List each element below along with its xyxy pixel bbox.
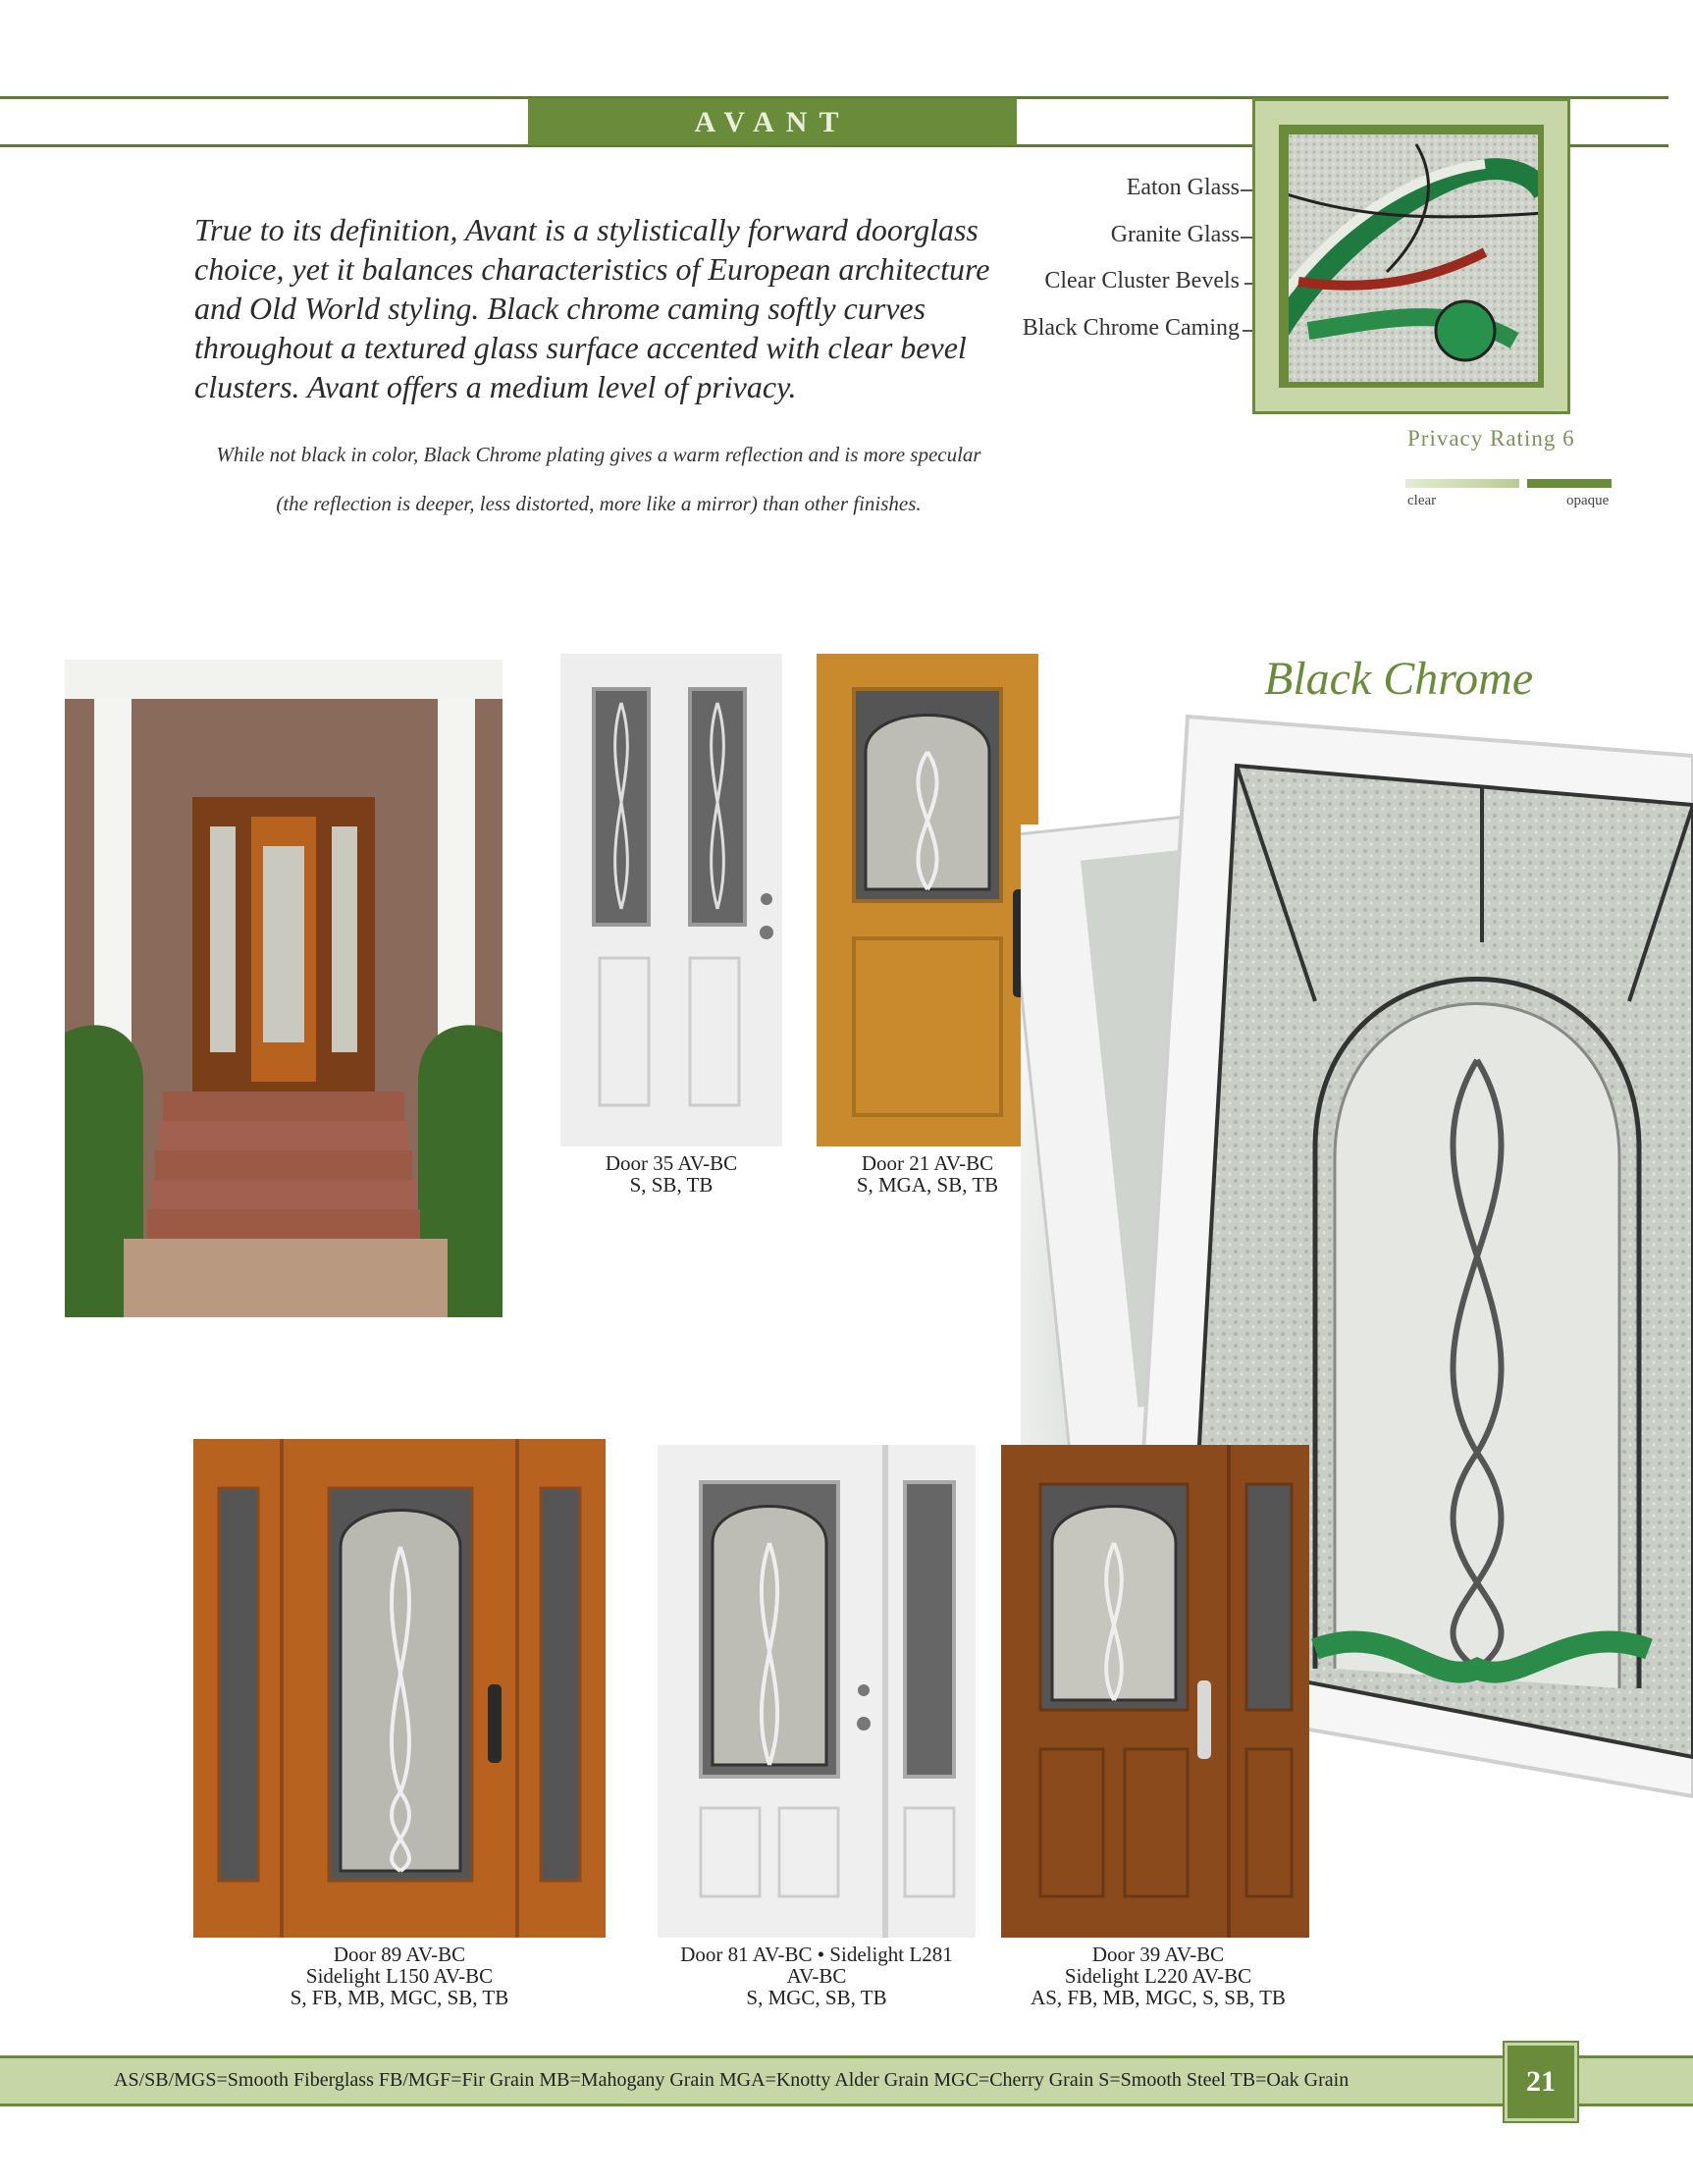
house-entry-photo xyxy=(65,660,503,1317)
door-35-caption xyxy=(560,1152,782,1196)
callout-eaton-glass: Eaton Glass xyxy=(1126,175,1240,200)
caption-line: S, SB, TB xyxy=(629,1173,714,1197)
privacy-min-label: clear xyxy=(1407,493,1437,508)
caption-line: Door 81 AV-BC • Sidelight L281 xyxy=(680,1943,953,1966)
privacy-rating-label: Privacy Rating 6 xyxy=(1407,426,1575,451)
material-legend: AS/SB/MGS=Smooth Fiberglass FB/MGF=Fir Grain MB=Mahogany Grain MGA=Knotty Alder Grain MGC=Cherry Grain S=Smooth Steel TB=Oak Grain xyxy=(114,2069,1349,2091)
door-39-caption xyxy=(1001,1944,1315,2008)
intro-paragraph: True to its definition, Avant is a stylistically forward doorglass choice, yet it balances characteristics of European architecture and Old World styling. Black chrome caming softly curves throughout a textured glass surface accented with clear bevel clusters. Avant offers a medium level of privacy. xyxy=(194,212,990,404)
door-35-image xyxy=(560,654,782,1146)
caption-line: Sidelight L150 AV-BC xyxy=(305,1964,494,1988)
caption-line: Door 89 AV-BC xyxy=(333,1943,466,1966)
page-number: 21 xyxy=(1505,2043,1577,2121)
door-21-image xyxy=(817,654,1038,1146)
door-89-caption xyxy=(193,1944,606,2008)
caption-line: Sidelight L220 AV-BC xyxy=(1064,1964,1252,1988)
door-39-image xyxy=(1001,1445,1309,1938)
caption-line: S, MGC, SB, TB xyxy=(746,1986,887,2009)
section-title: AVANT xyxy=(528,98,1017,145)
glass-detail-frame xyxy=(1252,98,1570,414)
privacy-scale-clear xyxy=(1405,479,1519,488)
privacy-max-label: opaque xyxy=(1566,493,1610,508)
caption-line: AV-BC xyxy=(786,1964,847,1988)
caption-line: S, MGA, SB, TB xyxy=(856,1173,999,1197)
glass-detail-image xyxy=(1279,125,1544,388)
caption-line: Door 21 AV-BC xyxy=(861,1151,994,1175)
finish-title: Black Chrome xyxy=(1264,653,1534,705)
caption-line: S, FB, MB, MGC, SB, TB xyxy=(290,1986,509,2009)
caption-line: Door 35 AV-BC xyxy=(605,1151,738,1175)
callout-clear-cluster-bevels: Clear Cluster Bevels xyxy=(1044,268,1240,293)
caption-line: AS, FB, MB, MGC, S, SB, TB xyxy=(1031,1986,1286,2009)
door-89-image xyxy=(193,1439,606,1938)
door-21-caption xyxy=(817,1152,1038,1196)
callout-granite-glass: Granite Glass xyxy=(1110,222,1240,247)
finish-note: While not black in color, Black Chrome plating gives a warm reflection and is more specular (the reflection is deeper, less distorted, more like a mirror) than other finishes. xyxy=(216,443,981,515)
caption-line: Door 39 AV-BC xyxy=(1091,1943,1225,1966)
door-81-caption xyxy=(642,1944,991,2008)
privacy-scale-opaque xyxy=(1527,479,1612,488)
door-81-image xyxy=(658,1445,976,1938)
callout-black-chrome-caming: Black Chrome Caming xyxy=(1022,315,1240,341)
